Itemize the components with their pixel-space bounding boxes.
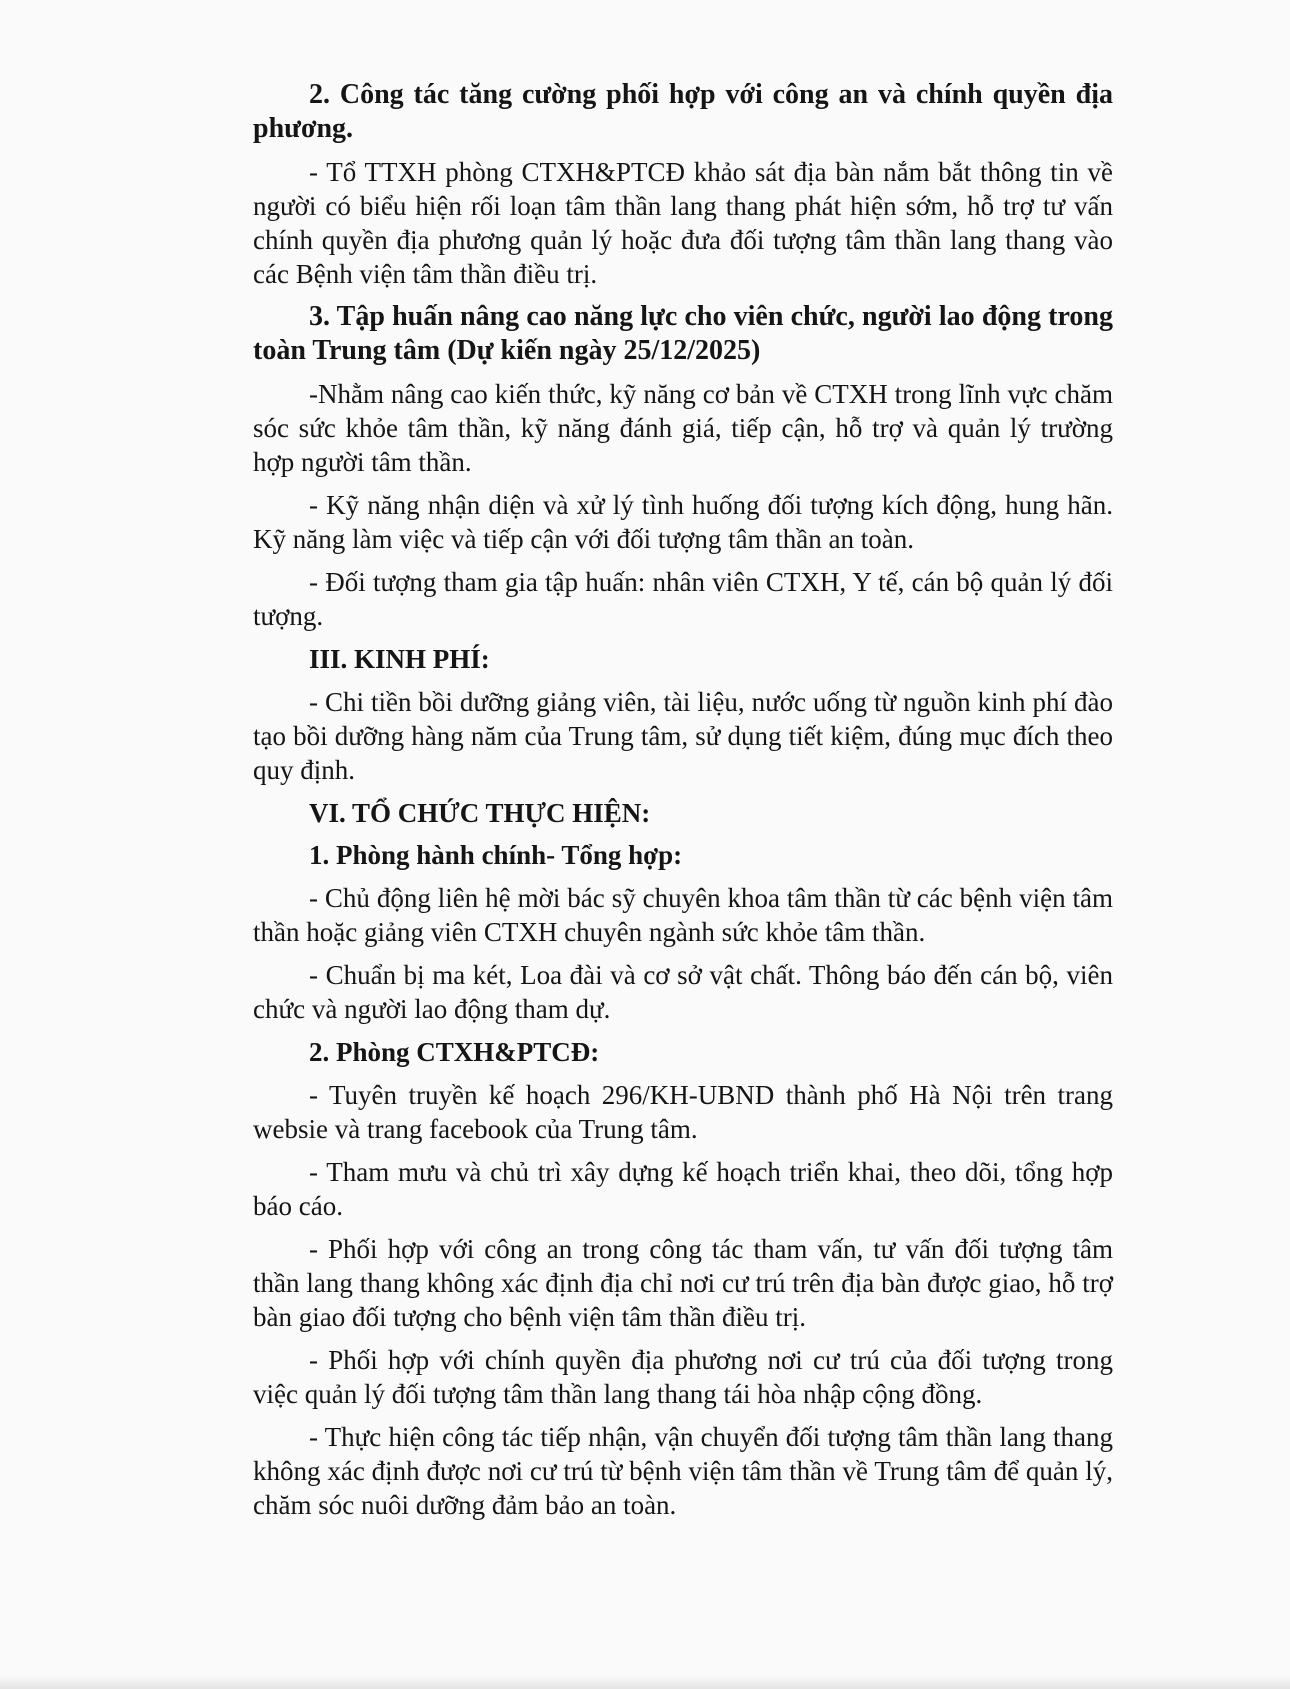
paragraph-police-coordination: - Phối hợp với công an trong công tác tham vấn, tư vấn đối tượng tâm thần lang thang không xác định địa chỉ nơi cư trú trên địa bàn được giao, hỗ trợ bàn giao đối tượng cho bệnh viện tâm thần điều trị. — [253, 1234, 1113, 1332]
paragraph-reception: - Thực hiện công tác tiếp nhận, vận chuyển đối tượng tâm thần lang thang không xác định được nơi cư trú từ bệnh viện tâm thần về Trung tâm để quản lý, chăm sóc nuôi dưỡng đảm bảo an toàn. — [253, 1422, 1113, 1520]
paragraph-advise: - Tham mưu và chủ trì xây dựng kế hoạch triển khai, theo dõi, tổng hợp báo cáo. — [253, 1157, 1113, 1221]
document-body — [253, 78, 1113, 1531]
paragraph-propaganda: - Tuyên truyền kế hoạch 296/KH-UBND thành phố Hà Nội trên trang websie và trang facebook của Trung tâm. — [253, 1080, 1113, 1144]
paragraph-survey: - Tổ TTXH phòng CTXH&PTCĐ khảo sát địa bàn nắm bắt thông tin về người có biểu hiện rối loạn tâm thần lang thang phát hiện sớm, hỗ trợ tư vấn chính quyền địa phương quản lý hoặc đưa đối tượng tâm thần lang thang vào các Bệnh viện tâm thần điều trị. — [253, 157, 1113, 289]
paragraph-budget: - Chi tiền bồi dưỡng giảng viên, tài liệu, nước uống từ nguồn kinh phí đào tạo bồi dưỡng hàng năm của Trung tâm, sử dụng tiết kiệm, đúng mục đích theo quy định. — [253, 687, 1113, 785]
subheading-social-work-office: 2. Phòng CTXH&PTCĐ: — [309, 1037, 600, 1067]
paragraph-training-goal: -Nhằm nâng cao kiến thức, kỹ năng cơ bản về CTXH trong lĩnh vực chăm sóc sức khỏe tâm thần, kỹ năng đánh giá, tiếp cận, hỗ trợ và quản lý trường hợp người tâm thần. — [253, 379, 1113, 477]
paragraph-training-skills: - Kỹ năng nhận diện và xử lý tình huống đối tượng kích động, hung hãn. Kỹ năng làm việc và tiếp cận với đối tượng tâm thần an toàn. — [253, 490, 1113, 554]
paragraph-training-participants: - Đối tượng tham gia tập huấn: nhân viên CTXH, Y tế, cán bộ quản lý đối tượng. — [253, 567, 1113, 631]
paragraph-admin-contact: - Chủ động liên hệ mời bác sỹ chuyên khoa tâm thần từ các bệnh viện tâm thần hoặc giảng viên CTXH chuyên ngành sức khỏe tâm thần. — [253, 883, 1113, 947]
paragraph-admin-prepare: - Chuẩn bị ma két, Loa đài và cơ sở vật chất. Thông báo đến cán bộ, viên chức và người lao động tham dự. — [253, 960, 1113, 1024]
section-heading-implementation: VI. TỔ CHỨC THỰC HIỆN: — [309, 798, 651, 828]
paragraph-local-coordination: - Phối hợp với chính quyền địa phương nơi cư trú của đối tượng trong việc quản lý đối tượng tâm thần lang thang tái hòa nhập cộng đồng. — [253, 1345, 1113, 1409]
section-heading-coordination: 2. Công tác tăng cường phối hợp với công an và chính quyền địa phương. — [253, 79, 1113, 144]
section-heading-training: 3. Tập huấn nâng cao năng lực cho viên chức, người lao động trong toàn Trung tâm (Dự kiến ngày 25/12/2025) — [253, 301, 1113, 366]
subheading-admin-office: 1. Phòng hành chính- Tổng hợp: — [309, 840, 683, 870]
section-heading-budget: III. KINH PHÍ: — [309, 644, 490, 674]
page-bottom-edge — [0, 1675, 1290, 1689]
